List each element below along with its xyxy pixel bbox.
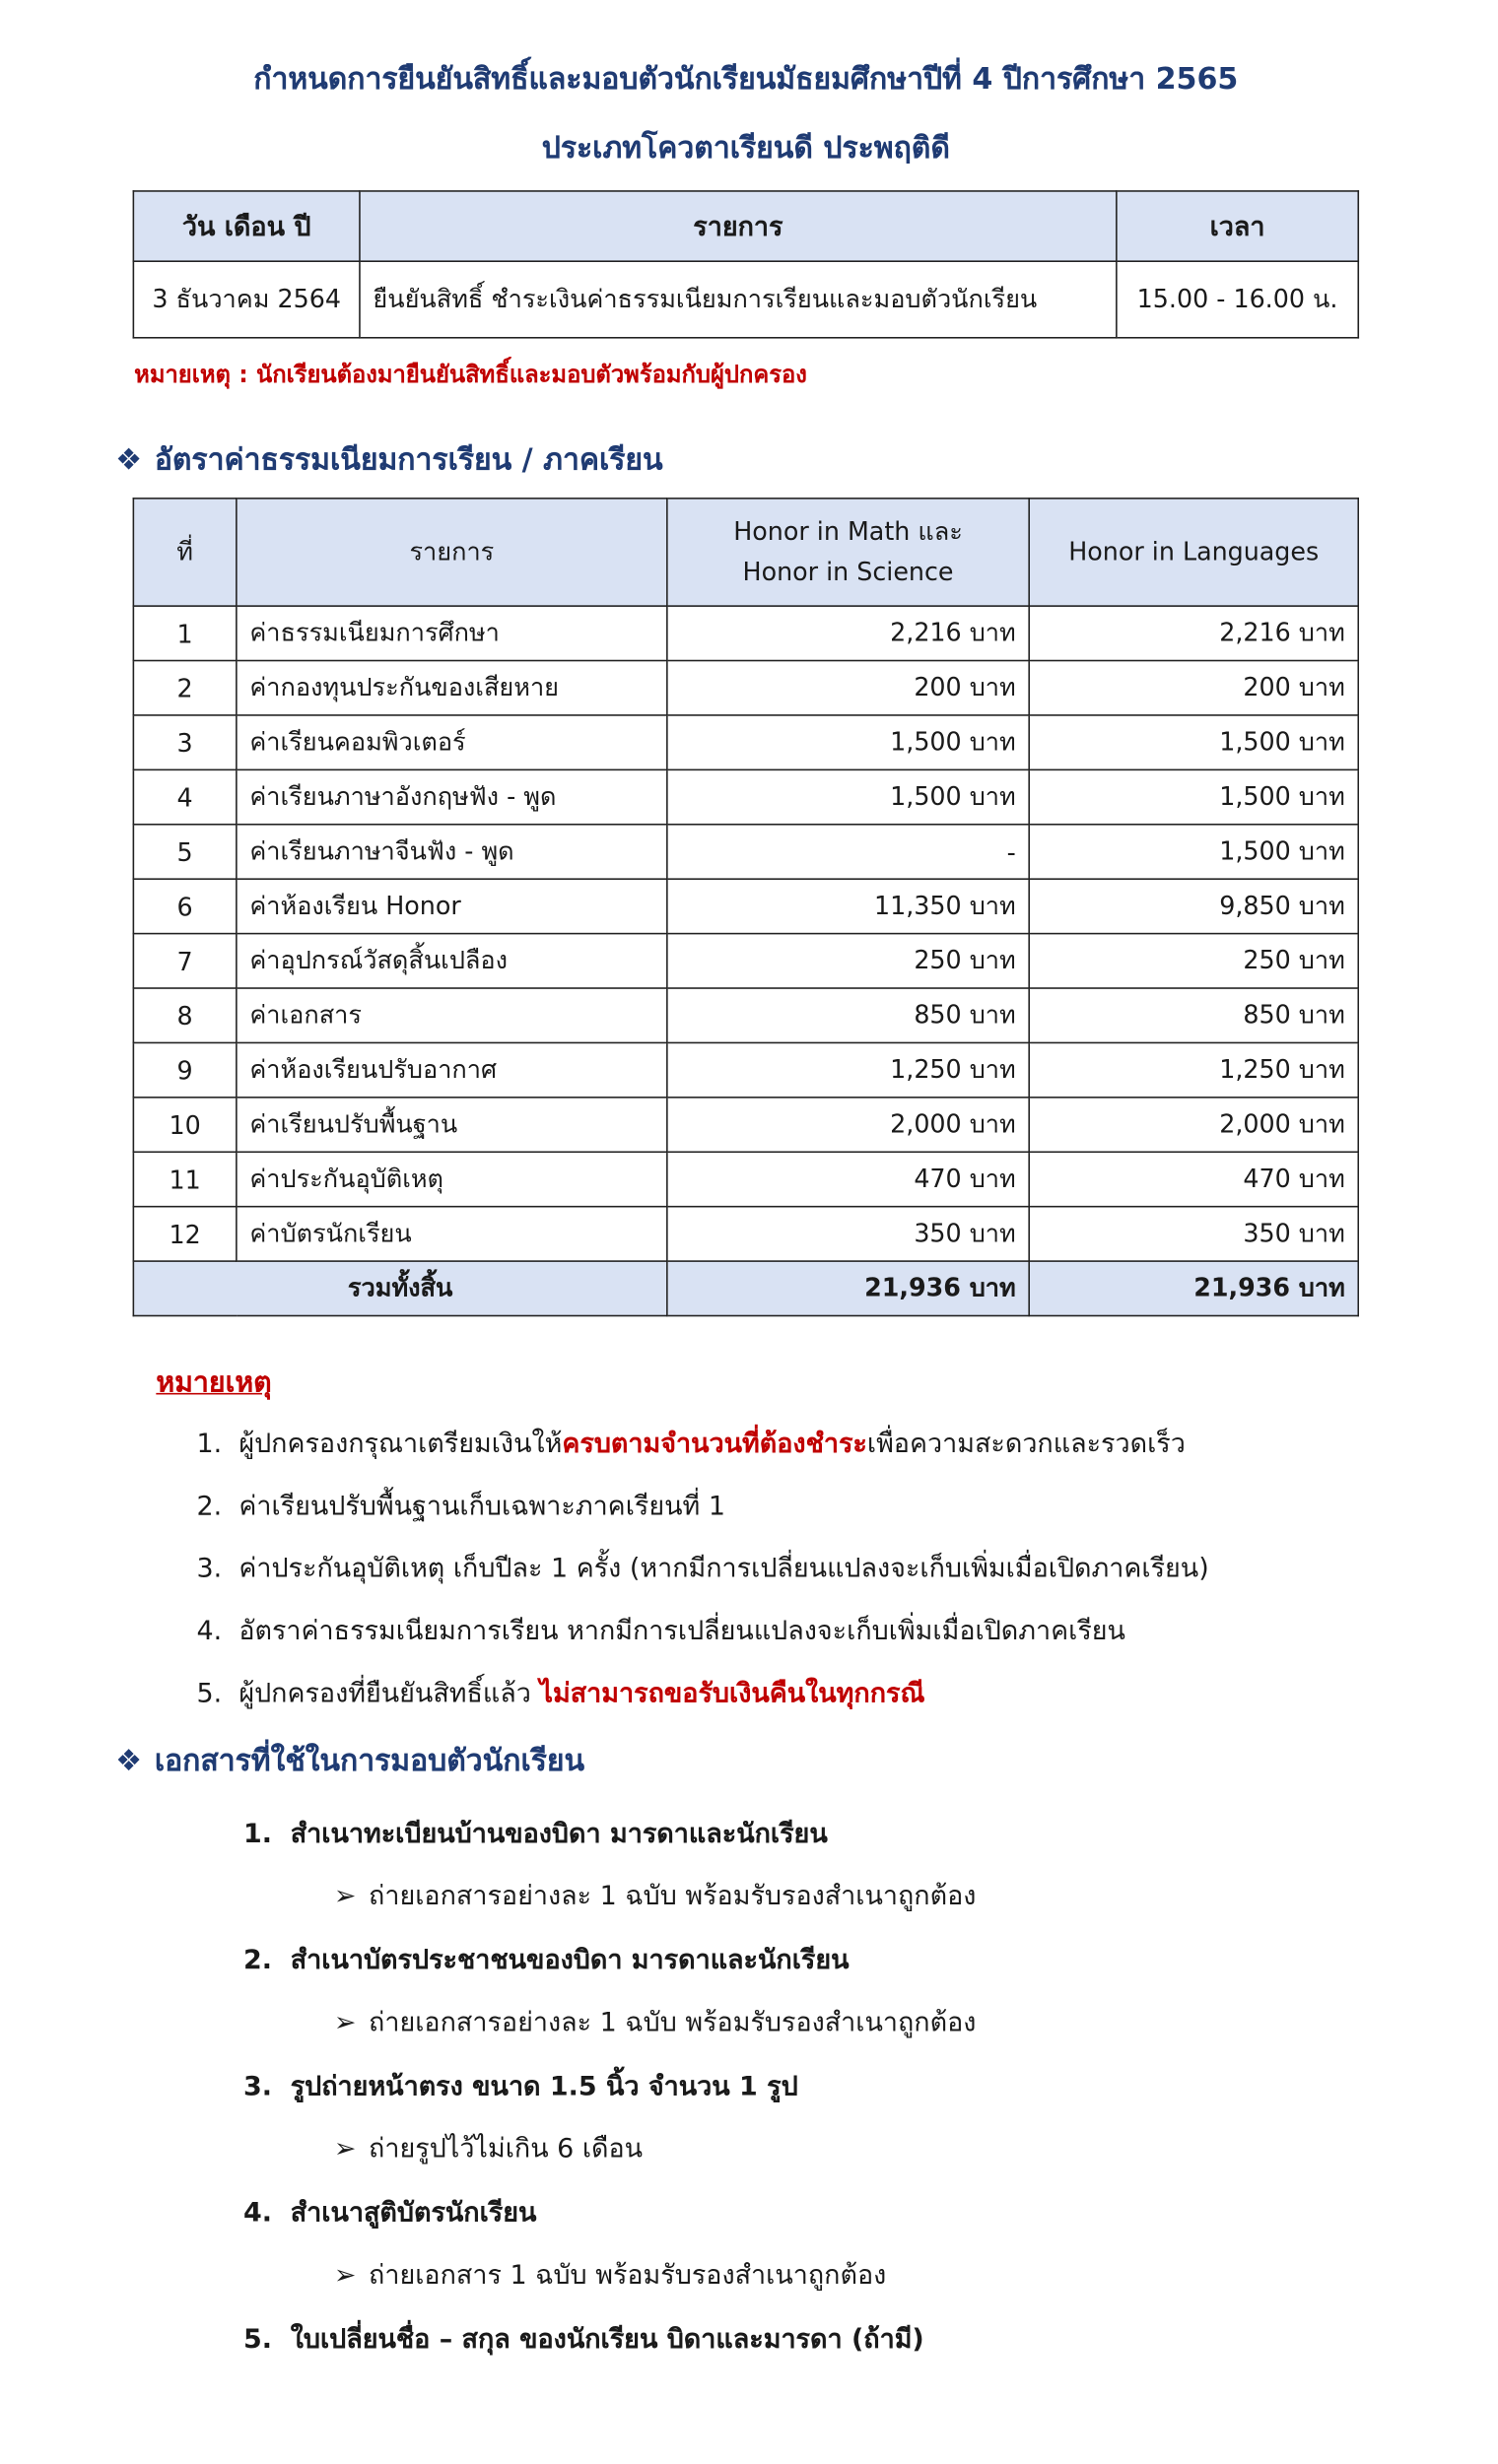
fee-row-no: 7 [133,934,236,988]
fee-row-lang: 200 บาท [1029,661,1358,715]
fee-row-no: 10 [133,1098,236,1152]
doc-item-title: สำเนาบัตรประชาชนของบิดา มารดาและนักเรียน [290,1945,850,1977]
doc-item [243,2056,976,2118]
doc-item [243,2308,976,2370]
fee-row-no: 6 [133,879,236,933]
docs-section-title: เอกสารที่ใช้ในการมอบตัวนักเรียน [154,1744,585,1778]
fee-row-no: 1 [133,606,236,660]
fee-row [133,606,1358,660]
remark-item [196,1476,1208,1538]
fee-row [133,825,1358,879]
fee-row-no: 3 [133,715,236,769]
fee-row-math: 850 บาท [667,988,1029,1042]
fee-row-item: ค่ากองทุนประกันของเสียหาย [237,661,667,715]
fee-row-math: 350 บาท [667,1207,1029,1261]
fee-row-lang: 2,000 บาท [1029,1098,1358,1152]
doc-item-number: 1. [242,1819,272,1850]
fee-row-no: 4 [133,769,236,824]
remark-n: 1. [196,1429,223,1460]
remarks-heading: หมายเหตุ [156,1365,272,1400]
doc-sub-item [243,2118,976,2182]
page-subtitle: ประเภทโควตาเรียนดี ประพฤติดี [541,130,950,166]
fee-row-math: 2,000 บาท [667,1098,1029,1152]
fee-row-math: 200 บาท [667,661,1029,715]
doc-sub-text: ถ่ายรูปไว้ไม่เกิน 6 เดือน [369,2133,644,2165]
arrow-right-icon: ➢ [333,1881,357,1913]
fee-row-lang: 1,500 บาท [1029,715,1358,769]
schedule-table [133,190,1359,338]
schedule-time: 15.00 - 16.00 น. [1117,261,1358,338]
remark-b: ไม่สามารถขอรับเงินคืนในทุกกรณี [539,1678,925,1710]
remark-a: ค่าประกันอุบัติเหตุ เก็บปีละ 1 ครั้ง (หากมีการเปลี่ยนแปลงจะเก็บเพิ่มเมื่อเปิดภาคเรียน) [238,1553,1209,1585]
remark-a: ผู้ปกครองที่ยืนยันสิทธิ์แล้ว [238,1678,540,1710]
fee-row-math: 1,250 บาท [667,1042,1029,1097]
fees-header-math-line2: Honor in Science [742,557,954,587]
remark-item [196,1413,1208,1475]
fee-row-math: 1,500 บาท [667,769,1029,824]
arrow-right-icon: ➢ [333,2133,357,2165]
fee-row-item: ค่าห้องเรียน Honor [237,879,667,933]
doc-item-title: ใบเปลี่ยนชื่อ – สกุล ของนักเรียน บิดาและมารดา (ถ้ามี) [290,2324,924,2356]
fee-row-lang: 2,216 บาท [1029,606,1358,660]
fee-row-no: 9 [133,1042,236,1097]
fees-total-lang: 21,936 บาท [1029,1261,1358,1315]
schedule-row [133,261,1358,338]
fee-row-lang: 1,500 บาท [1029,769,1358,824]
fee-row-item: ค่าอุปกรณ์วัสดุสิ้นเปลือง [237,934,667,988]
four-diamond-icon: ❖ [115,1744,143,1778]
remark-a: ค่าเรียนปรับพื้นฐานเก็บเฉพาะภาคเรียนที่ 1 [238,1491,725,1523]
fee-row-no: 5 [133,825,236,879]
fee-row-item: ค่าธรรมเนียมการศึกษา [237,606,667,660]
doc-item [243,1930,976,1992]
fee-row [133,1207,1358,1261]
arrow-right-icon: ➢ [333,2260,357,2292]
remark-a: อัตราค่าธรรมเนียมการเรียน หากมีการเปลี่ยนแปลงจะเก็บเพิ่มเมื่อเปิดภาคเรียน [238,1616,1125,1647]
fee-row-lang: 1,500 บาท [1029,825,1358,879]
fee-row [133,661,1358,715]
doc-sub-item [243,2244,976,2308]
docs-list [243,1803,976,2370]
fees-header-item: รายการ [237,499,667,606]
fee-row-item: ค่าเรียนปรับพื้นฐาน [237,1098,667,1152]
remark-n: 2. [196,1491,223,1523]
fee-row-math: 250 บาท [667,934,1029,988]
fees-body [133,606,1358,1261]
fees-header-row [133,499,1358,606]
page-title: กำหนดการยืนยันสิทธิ์และมอบตัวนักเรียนมัธยมศึกษาปีที่ 4 ปีการศึกษา 2565 [253,62,1239,98]
arrow-right-icon: ➢ [333,2007,357,2039]
remarks-list [196,1413,1208,1725]
doc-item-number: 3. [242,2071,272,2103]
fee-row [133,879,1358,933]
fee-row-item: ค่าเรียนภาษาอังกฤษฟัง - พูด [237,769,667,824]
fee-row-item: ค่าเรียนคอมพิวเตอร์ [237,715,667,769]
fees-header-lang: Honor in Languages [1029,499,1358,606]
fee-row-math: 2,216 บาท [667,606,1029,660]
schedule-header-row [133,191,1358,261]
fees-table [133,498,1359,1316]
remark-item [196,1538,1208,1600]
fee-row-lang: 1,250 บาท [1029,1042,1358,1097]
doc-sub-item [243,1866,976,1930]
schedule-date: 3 ธันวาคม 2564 [133,261,360,338]
doc-item-title: สำเนาทะเบียนบ้านของบิดา มารดาและนักเรียน [290,1819,828,1850]
fee-row-item: ค่าห้องเรียนปรับอากาศ [237,1042,667,1097]
fee-row-item: ค่าเอกสาร [237,988,667,1042]
doc-item-number: 5. [242,2324,272,2356]
fee-row-math: 1,500 บาท [667,715,1029,769]
fee-row [133,934,1358,988]
schedule-header-date: วัน เดือน ปี [133,191,360,261]
fees-header-math [667,499,1029,606]
fees-section-heading [115,436,662,483]
doc-sub-text: ถ่ายเอกสารอย่างละ 1 ฉบับ พร้อมรับรองสำเนาถูกต้อง [369,1881,977,1913]
remark-item [196,1663,1208,1725]
doc-sub-text: ถ่ายเอกสารอย่างละ 1 ฉบับ พร้อมรับรองสำเนาถูกต้อง [369,2007,977,2039]
fees-total-label: รวมทั้งสิ้น [133,1261,666,1315]
remark-n: 3. [196,1553,223,1585]
fee-row-no: 12 [133,1207,236,1261]
remark-b: ครบตามจำนวนที่ต้องชำระ [562,1429,867,1460]
remark-n: 5. [196,1678,223,1710]
doc-item-number: 4. [242,2197,272,2230]
fees-header-math-line1: Honor in Math และ [733,516,963,547]
fees-header-no: ที่ [133,499,236,606]
schedule-item: ยืนยันสิทธิ์ ชำระเงินค่าธรรมเนียมการเรียนและมอบตัวนักเรียน [360,261,1117,338]
schedule-note: หมายเหตุ : นักเรียนต้องมายืนยันสิทธิ์และมอบตัวพร้อมกับผู้ปกครอง [134,360,807,389]
fee-row-lang: 350 บาท [1029,1207,1358,1261]
doc-item-title: สำเนาสูติบัตรนักเรียน [290,2197,537,2230]
fees-total-math: 21,936 บาท [667,1261,1029,1315]
doc-item [243,1803,976,1865]
fee-row-lang: 470 บาท [1029,1152,1358,1206]
fee-row-item: ค่าเรียนภาษาจีนฟัง - พูด [237,825,667,879]
fee-row-lang: 9,850 บาท [1029,879,1358,933]
four-diamond-icon: ❖ [115,442,143,478]
doc-sub-text: ถ่ายเอกสาร 1 ฉบับ พร้อมรับรองสำเนาถูกต้อง [369,2260,887,2292]
fee-row-item: ค่าบัตรนักเรียน [237,1207,667,1261]
fee-row-math: 11,350 บาท [667,879,1029,933]
doc-sub-item [243,1992,976,2056]
doc-item-number: 2. [242,1945,272,1977]
doc-item [243,2182,976,2244]
schedule-header-time: เวลา [1117,191,1358,261]
fee-row-math: - [667,825,1029,879]
fee-row-no: 2 [133,661,236,715]
fee-row [133,1152,1358,1206]
fee-row-no: 8 [133,988,236,1042]
fees-total-row [133,1261,1358,1315]
fee-row [133,1042,1358,1097]
fee-row-no: 11 [133,1152,236,1206]
fee-row [133,988,1358,1042]
fee-row-lang: 250 บาท [1029,934,1358,988]
fee-row-lang: 850 บาท [1029,988,1358,1042]
remark-item [196,1600,1208,1662]
fee-row-item: ค่าประกันอุบัติเหตุ [237,1152,667,1206]
schedule-header-item: รายการ [360,191,1117,261]
fee-row-math: 470 บาท [667,1152,1029,1206]
remark-n: 4. [196,1616,223,1647]
fee-row [133,769,1358,824]
remark-c: เพื่อความสะดวกและรวดเร็ว [866,1429,1186,1460]
docs-section-heading [115,1738,584,1784]
remark-a: ผู้ปกครองกรุณาเตรียมเงินให้ [238,1429,563,1460]
doc-item-title: รูปถ่ายหน้าตรง ขนาด 1.5 นิ้ว จำนวน 1 รูป [290,2071,798,2103]
fee-row [133,715,1358,769]
fees-section-title: อัตราค่าธรรมเนียมการเรียน / ภาคเรียน [154,442,663,478]
fee-row [133,1098,1358,1152]
